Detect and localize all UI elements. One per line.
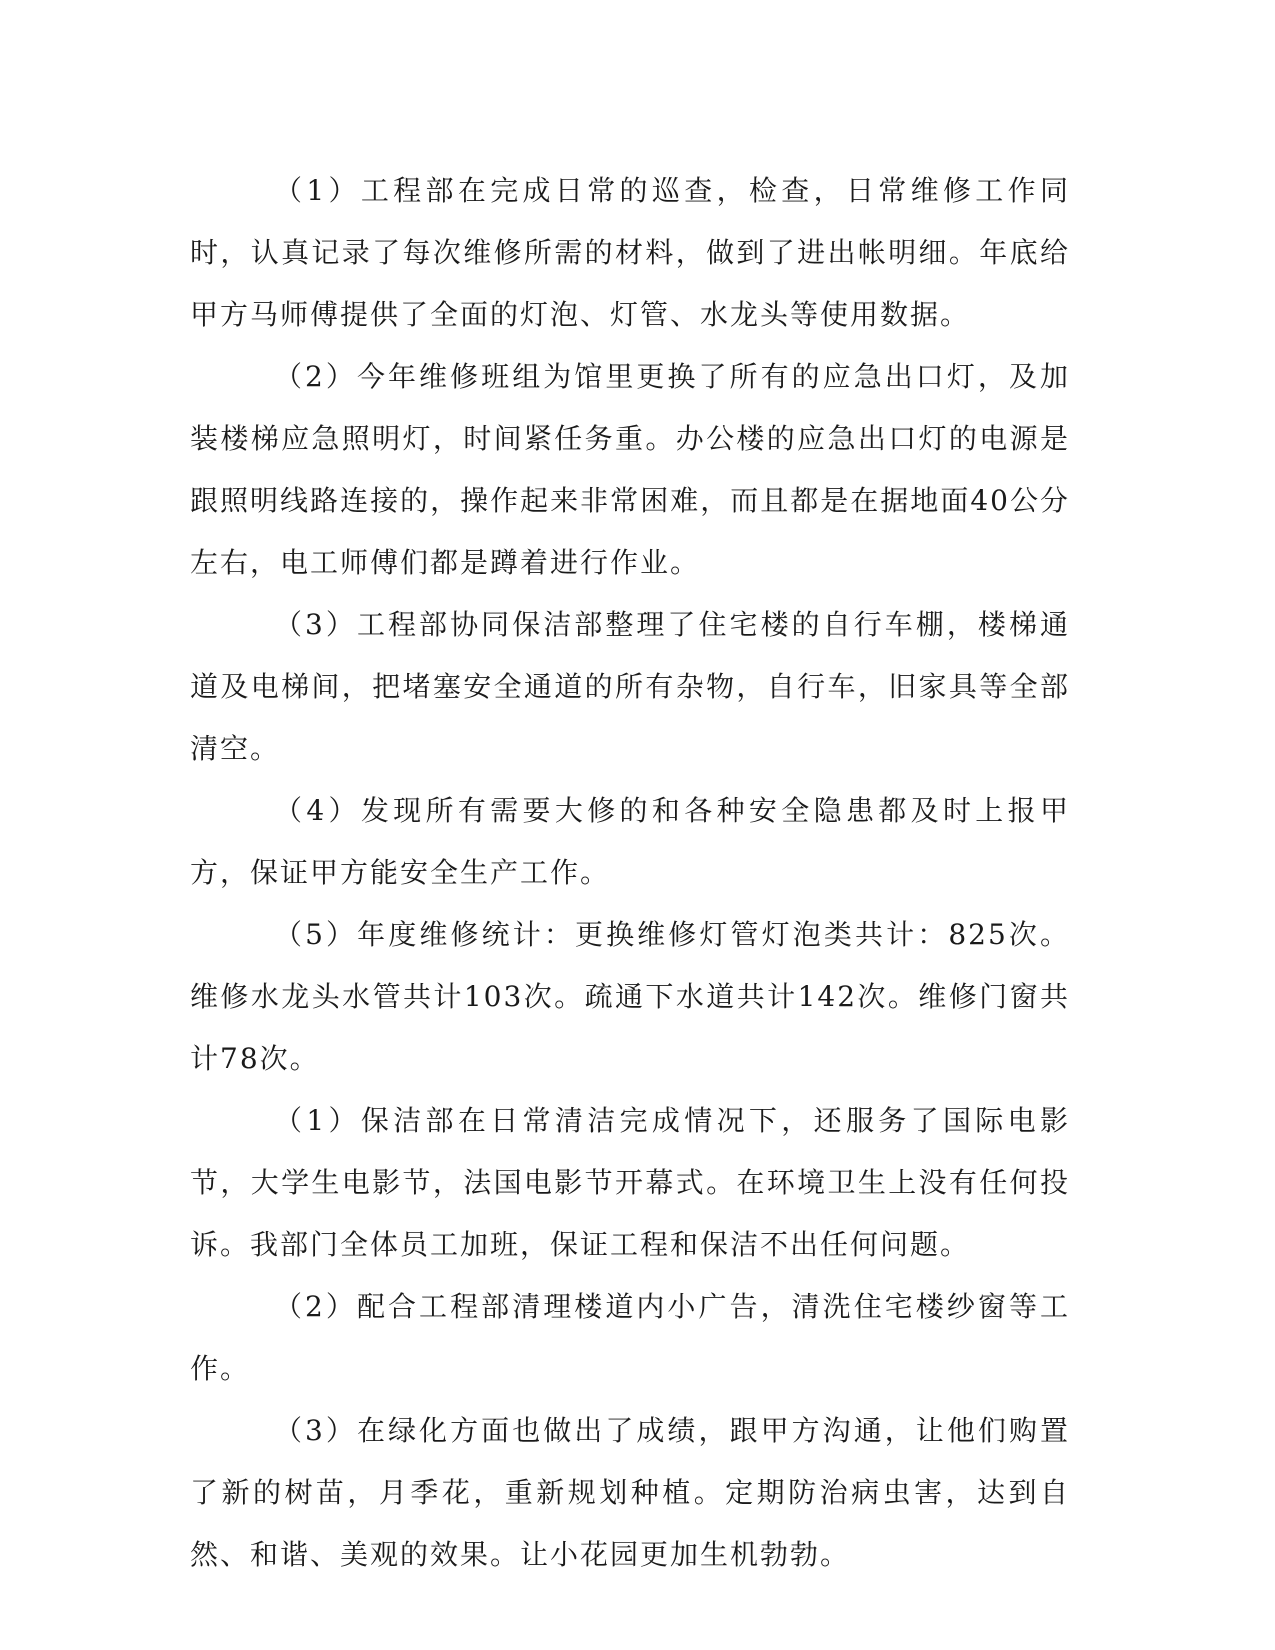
paragraph-engineering-1: （1）工程部在完成日常的巡查，检查，日常维修工作同时，认真记录了每次维修所需的材料，做到了进出帐明细。年底给甲方马师傅提供了全面的灯泡、灯管、水龙头等使用数据。 — [190, 174, 1070, 331]
paragraph-engineering-3: （3）工程部协同保洁部整理了住宅楼的自行车棚，楼梯通道及电梯间，把堵塞安全通道的所有杂物，自行车，旧家具等全部清空。 — [190, 608, 1070, 765]
paragraph-engineering-5: （5）年度维修统计：更换维修灯管灯泡类共计：825次。维修水龙头水管共计103次。疏通下水道共计142次。维修门窗共计78次。 — [190, 918, 1070, 1075]
paragraph-engineering-4: （4）发现所有需要大修的和各种安全隐患都及时上报甲方，保证甲方能安全生产工作。 — [190, 794, 1070, 889]
document-body — [190, 160, 1070, 1586]
paragraph-cleaning-1: （1）保洁部在日常清洁完成情况下，还服务了国际电影节，大学生电影节，法国电影节开幕式。在环境卫生上没有任何投诉。我部门全体员工加班，保证工程和保洁不出任何问题。 — [190, 1104, 1070, 1261]
paragraph-cleaning-3: （3）在绿化方面也做出了成绩，跟甲方沟通，让他们购置了新的树苗，月季花，重新规划种植。定期防治病虫害，达到自然、和谐、美观的效果。让小花园更加生机勃勃。 — [190, 1414, 1070, 1571]
paragraph-engineering-2: （2）今年维修班组为馆里更换了所有的应急出口灯，及加装楼梯应急照明灯，时间紧任务重。办公楼的应急出口灯的电源是跟照明线路连接的，操作起来非常困难，而且都是在据地面40公分左右，电工师傅们都是蹲着进行作业。 — [190, 360, 1070, 579]
paragraph-cleaning-2: （2）配合工程部清理楼道内小广告，清洗住宅楼纱窗等工作。 — [190, 1290, 1070, 1385]
